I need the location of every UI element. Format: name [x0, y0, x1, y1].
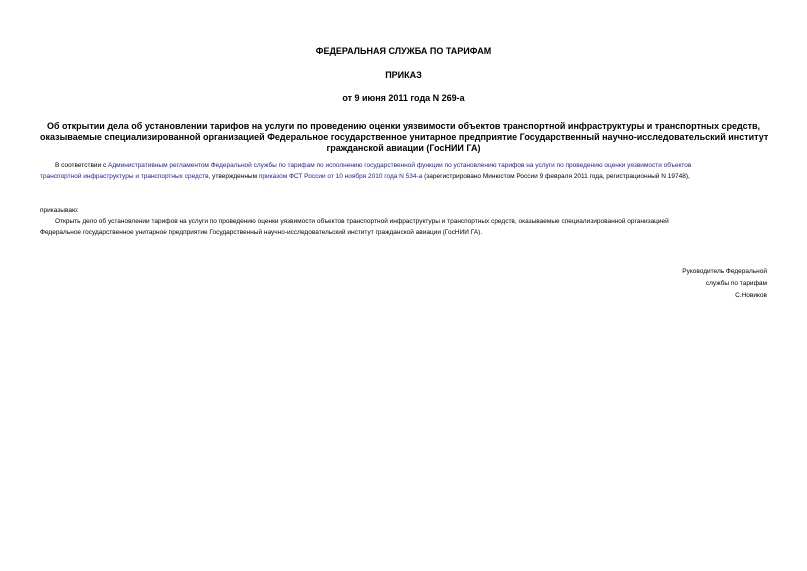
title-line: оказываемые специализированной организацией Федеральное государственное унитарное предприятие Государственный научно-исследовательский институт	[40, 132, 769, 142]
order-line: Федеральное государственное унитарное предприятие Государственный научно-исследовательский институт гражданской авиации (ГосНИИ ГА).	[40, 229, 483, 236]
regulation-link-continued[interactable]: транспортной инфраструктуры и транспортных средств	[40, 173, 209, 180]
order-paragraph	[40, 216, 768, 238]
title-line: Об открытии дела об установлении тарифов на услуги по проведению оценки уязвимости объектов транспортной инфраструктуры и транспортных средств,	[46, 121, 761, 131]
document-type: ПРИКАЗ	[385, 70, 422, 80]
preamble-text: В соответствии с	[55, 162, 109, 169]
document-title	[40, 121, 767, 154]
document-date: от 9 июня 2011 года N 269-а	[342, 93, 465, 103]
order-word	[40, 205, 768, 216]
signatory-name: С.Новиков	[735, 292, 767, 299]
order-line: Открыть дело об установлении тарифов на услуги по проведению оценки уязвимости объектов транспортной инфраструктуры и транспортных средств, оказываемые специализированной организацией	[55, 218, 669, 225]
agency-name: ФЕДЕРАЛЬНАЯ СЛУЖБА ПО ТАРИФАМ	[315, 46, 492, 56]
preamble-text: , утвержденным	[208, 173, 259, 180]
signature-block	[682, 266, 767, 302]
signature-line: Руководитель Федеральной	[682, 268, 767, 275]
regulation-link[interactable]: Административным регламентом Федеральной службы по тарифам по исполнению государственной функции по установлению тарифов на услуги по проведению оценки уязвимости объектов	[108, 162, 692, 169]
preamble-paragraph	[40, 160, 768, 182]
preamble-text: (зарегистрировано Минюстом России 9 февраля 2011 года, регистрационный N 19748),	[422, 173, 690, 180]
order-word-text: приказываю:	[40, 207, 79, 214]
signature-line: службы по тарифам	[705, 280, 767, 287]
title-line: гражданской авиации (ГосНИИ ГА)	[326, 143, 481, 153]
order-link[interactable]: приказом ФСТ России от 10 ноября 2010 года N 534-а	[258, 173, 423, 180]
